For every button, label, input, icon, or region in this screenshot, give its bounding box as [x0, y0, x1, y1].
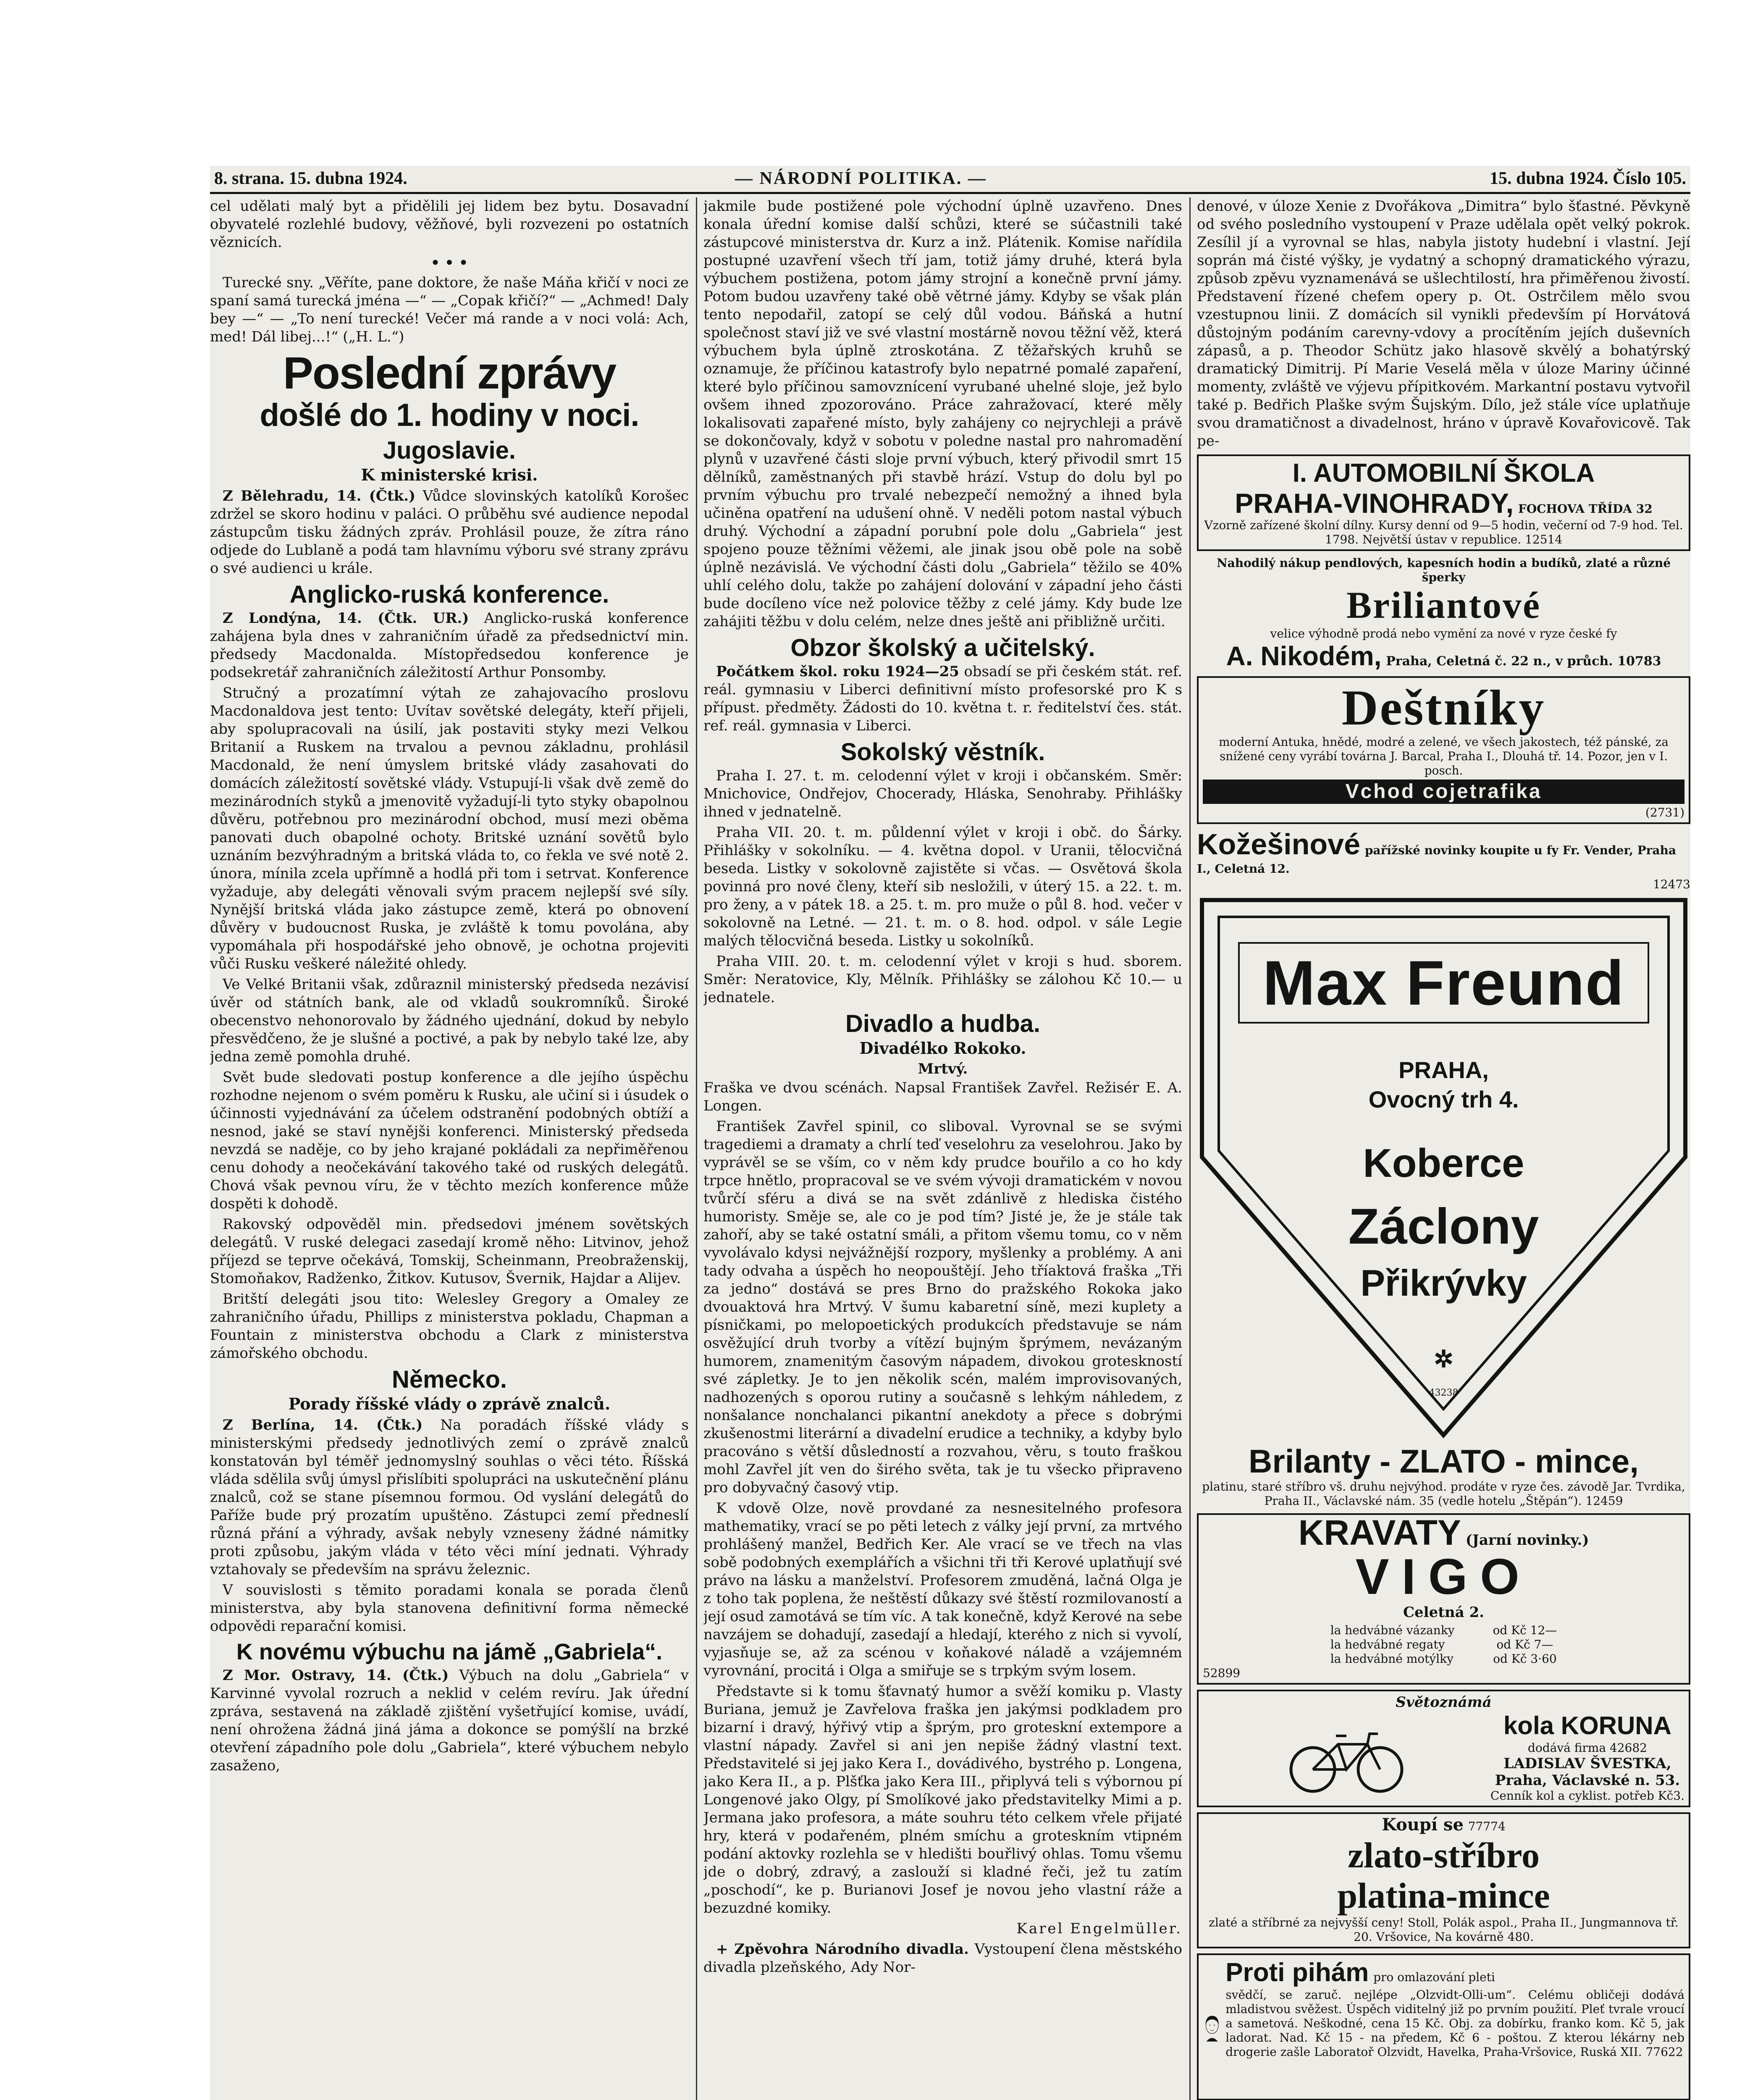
ad-title: PRAHA-VINOHRADY, — [1235, 488, 1514, 519]
article-title-gabriela: K novému výbuchu na jámě „Gabriela“. — [236, 1639, 663, 1664]
section-title-theatre: Divadlo a hudba. — [845, 1010, 1041, 1037]
latest-news-headline: Poslední zprávy — [283, 347, 616, 398]
price-value: od Kč 3·60 — [1493, 1652, 1557, 1666]
article-body — [210, 487, 689, 578]
ad-title: Brilanty - ZLATO - mince, — [1249, 1443, 1639, 1480]
ad-koupi-se — [1197, 1812, 1690, 1948]
star-icon: ✲ — [1434, 1345, 1454, 1373]
ad-number: 77774 — [1468, 1819, 1506, 1833]
review-signature: Karel Engelmüller. — [1016, 1920, 1182, 1937]
article-body — [703, 663, 1182, 735]
ad-title-row — [1203, 1513, 1685, 1552]
column-divider — [696, 197, 697, 2100]
ad-umbrellas — [1197, 676, 1690, 824]
header-left: 8. strana. 15. dubna 1924. — [214, 169, 407, 188]
ad-title-row — [1203, 488, 1685, 518]
ad-text: velice výhodně prodá nebo vymění za nové v ryze české fy — [1270, 627, 1617, 640]
intro-paragraph: cel udělati malý byt a přidělili jej lidem bez bytu. Dosavadní obyvatelé rozlehlé budovy, věžňové, byli rozvezeni po ostatních věznicích. — [210, 198, 689, 251]
ad-title: zlato-stříbro — [1348, 1835, 1540, 1875]
article-text: Výbuch na dolu „Gabriela“ v Karvinné vyvolal rozruch a neklid v celém revíru. Jak úřední zpráva, sestavená na základě zjištění vyšetřující komise, uvádí, není ohrožena žádná jiná jáma a dokonce se pomýšlí na brzké otevření západního pole dolu „Gabriela“, které výbuchem nebylo zasaženo, — [210, 1667, 689, 1774]
ad-address: Celetná 2. — [1403, 1604, 1485, 1621]
ad-briliant — [1197, 556, 1690, 671]
ad-text: moderní Antuka, hnědé, modré a zelené, ve všech jakostech, též pánské, za snížené ceny vyrábí továrna J. Barcal, Praha I., Dlouhá tř. 14. Pozor, jen v I. posch. — [1219, 735, 1669, 777]
dateline: Z Bělehradu, 14. (Čtk.) — [223, 488, 416, 504]
sokol-item: Praha I. 27. t. m. celodenní výlet v kroji i občanském. Směr: Mnichovice, Ondřejov, Chocerady, Hláska, Senohraby. Přihlášky ihned v jednatelně. — [703, 767, 1182, 820]
price-row — [1330, 1623, 1558, 1638]
price-value: od Kč 12— — [1493, 1623, 1557, 1637]
ad-brand: VIGO — [1355, 1549, 1532, 1605]
page-header — [210, 166, 1690, 191]
ad-automobile-school — [1197, 454, 1690, 551]
article-subtitle-yugoslavia: K ministerské krisi. — [361, 465, 538, 484]
header-right: 15. dubna 1924. Číslo 105. — [1490, 169, 1686, 188]
ad-text: Vzorně zařízené školní dílny. Kursy denní od 9—5 hodin, večerní od 7-9 hod. Tel. 1798. Největší ústav v republice. 12514 — [1204, 518, 1683, 546]
article-text: obsadí se při českém stát. ref. reál. gymnasiu v Liberci definitivní místo profesorské pro K s přípust. předměty. Žádosti do 10. května t. r. ředitelství čes. stát. ref. reál. gymnasia v Liberci. — [703, 663, 1182, 734]
play-title: Mrtvý. — [918, 1060, 968, 1077]
ad-title: Proti pihám — [1225, 1958, 1369, 1987]
article-paragraph: Stručný a prozatímní výtah ze zahajovacího proslovu Macdonaldova jest tento: Uvítav sovětské delegáty, kteří přijeli, aby spolupracovali na úsilí, jak postaviti styky mezi Velkou Britanií a Ruskem na trvalou a pevnou základnu, prohlásil Macdonald, že není úmyslem britské vlády zasahovati do domácích záležitostí sovětské vlády. Vstupují-li však dvě země do mezinárodních styků a jmenovitě vyžadují-li tyto styky obapolnou důvěru, potřebnou pro mezinárodní obchod, musí mezi oběma panovati duch obapolné ochoty. Britské uznání sovětů bylo uznáním bezvýhradným a britská vláda to, co řekla ve své notě 2. února, mínila zcela upřímně a hodlá při tom i setrvat. Konference vyžaduje, aby delegáti věnovali svým pracem nejlepší své síly. Nynější britská vláda jako zástupce země, která po obnovení důvěry v budoucnost Ruska, je zvláště k tomu povolána, aby vypomáhala při hospodářské jeho obnově, je ochotna projeviti vůči Rusku veškeré náležité ohledy. — [210, 685, 689, 972]
ad-brilanty-zlato — [1197, 1443, 1690, 1508]
ad-text: Světoznámá — [1396, 1694, 1492, 1711]
ad-number: 43238 — [1429, 1388, 1459, 1398]
lead-phrase: Počátkem škol. roku 1924—25 — [716, 663, 959, 680]
ad-number: 12473 — [1653, 877, 1690, 891]
price-item: la hedvábné motýlky — [1330, 1652, 1454, 1666]
ad-title: I. AUTOMOBILNÍ ŠKOLA — [1292, 459, 1595, 488]
article-subtitle-germany: Porady říšské vlády o zprávě znalců. — [288, 1394, 611, 1413]
header-rule — [210, 192, 1690, 194]
ad-text: Koupí se — [1382, 1815, 1464, 1835]
price-row — [1330, 1638, 1558, 1652]
ad-text: Nahodilý nákup pendlových, kapesních hodin a budíků, zlaté a různé šperky — [1216, 556, 1671, 584]
ad-kravaty — [1197, 1513, 1690, 1685]
ad-address: FOCHOVA TŘÍDA 32 — [1518, 502, 1653, 516]
ad-note: (Jarní novinky.) — [1465, 1532, 1589, 1549]
ad-number: (2731) — [1645, 806, 1685, 819]
woman-portrait-icon — [1203, 1958, 1221, 2096]
article-paragraph: Svět bude sledovati postup konference a dle jejího úspěchu rozhodne nejenom o svém poměru k Rusku, ale učiní si i úsudek o účinnosti vyjednávání za účelem odstranění podobných obtíží a nesnod, jaké se staví nynějši konferenci. Ministerský předseda nevzdá se naděje, co by jeho krajané pokládali za nepřiměřenou cenu dohody a neočekávání takového také od ruských delegátů. Chová však pevnou víru, že v těchto mezích konference může dospěti k dohodě. — [210, 1069, 689, 1212]
article-text: Vystoupení člena městského divadla plzeňského, Ady Nor- — [703, 1941, 1182, 1976]
ad-address: Praha, Celetná č. 22 n., v průch. 10783 — [1386, 654, 1661, 669]
ad-text: platinu, staré stříbro vš. druhu nejvýhod. prodáte v ryze čes. závodě Jar. Tvrdika, Praha II., Václavské nám. 35 (vedle hotelu „Štěpán“). 12459 — [1202, 1480, 1685, 1508]
ad-name: LADISLAV ŠVESTKA, — [1503, 1755, 1671, 1772]
ad-title: platina-mince — [1337, 1875, 1550, 1916]
article-title-anglo-russian: Anglicko-ruská konference. — [289, 581, 609, 608]
article-continuation: jakmile bude postižené pole východní úplně uzavřeno. Dnes konala úřední komise další schůzi, které se súčastnili také zástupcové ministerstva dr. Kurz a inž. Plátenik. Komise nařídila postupné uzavření všech tří jam, totiž jámy druhé, která byla výbuchem postižena, potom jámy strojní a konečně první jámy. Potom budou uzavřeny také obě větrné jámy. Kdyby se však plán tento nepodařil, zatopí se celý důl vodou. Báňská a hutní společnost staví již ve své vlastní mostárně novou těžní věž, která výbuchem byla úplně ztroskotána. Z těžařských kruhů se oznamuje, že příčinou katastrofy bylo nepatrné pomalé zapaření, které bylo příčinou samovznícení vyrubané uhelné sloje, jež bylo ovšem ihned zpozorováno. Práce zahražovací, které měly lokalisovati zapařené místo, byly zahájeny co nejrychleji a právě se dokončovaly, když v sobotu v poledne nastal pro nahromadění plynů v uzavřené části sloje první výbuch, který přivodil smrt 15 dělníků, zaměstnaných při stavbě hrází. Vstup do dolu byl po prvním výbuchu pro trvalé nebezpečí nemožný a ihned byla učiněna opatření na udušení ohně. V neděli potom nastal výbuch druhý. Východní a západní porubní pole dolu „Gabriela“ jest spojeno pouze těžními věžemi, ale jinak jsou obě pole na sobě úplně nezávislá. Ve východní části dolu „Gabriela“ těžilo se 40% uhlí celého dolu, takže po zahájení dolování v západní jeho části bude docíleno více než polovice těžby z celé jámy. Kdy bude lze zahájiti těžbu v dolu celém, nelze dnes ještě ani přibližně určiti. — [703, 198, 1182, 630]
ad-max-freund — [1197, 897, 1690, 1438]
review-paragraph: Představte si k tomu šťavnatý humor a svěží komiku p. Vlasty Buriana, jemuž je Zavřelova fraška jen jakýmsi podkladem pro bizarní i dravý, hýřivý vtip a šprým, pro groteskní extempore a vlastní nápady. Zavřel si ani jen nepiše žádný vlastní text. Představitelé si jej jako Kera I., dovádivého, bystrého p. Longena, jako Kera II., a p. Plšťka jako Kera III., připlyvá teli s výbornou pí Longenové jako Olgy, pí Smolíkové jako představitelky Mimi a p. Jermana jako profesora, a máte souhru této celkem vřele přijaté hry, která v podařeném, plném smíchu a groteskním vtipném podání aktovky rozlehla se v hledišti bouřlivý ohlas. Tomu všemu jde o dobrý, zdravý, a zaslouží si kladné řeči, jež tu zatím „poschodí“, ke p. Burianovi Josef je novou jeho vlastní ráže a bezuzdné komiky. — [703, 1683, 1182, 1916]
article-paragraph: Britští delegáti jsou tito: Welesley Gregory a Omaley ze zahraničního úřadu, Phillips z ministerstva pokladu, Chapman a Fountain z ministerstva obchodu a Clark z ministerstva zámořského obchodu. — [210, 1291, 689, 1362]
price-value: od Kč 7— — [1496, 1638, 1553, 1651]
price-item: la hedvábné vázanky — [1330, 1623, 1455, 1637]
ad-title: Briliantové — [1346, 585, 1541, 626]
bicycle-icon — [1283, 1719, 1409, 1795]
opera-review-continuation: denové, v úloze Xenie z Dvořákova „Dimitra“ bylo šťastné. Pěvkyně od svého posledního vystoupení v Praze udělala opět velký pokrok. Zesílil jí a vyrovnal se hlas, nabyla jistoty hudební i vlastní. Její soprán má čisté výšky, je vydatný a schopný dramatického výrazu, způsob zpěvu vyznamenává se ušlechtilostí, hra přiměřenou živostí. Představení řízené chefem opery p. Ot. Ostrčilem mělo svou vzestupnou linii. Z domácích sil vynikli především pí Horvátová důstojným podáním carevny-vdovy a procítěním jejích duševních zápasů, a p. Theodor Schütz jako hlasově skvělý a bohatýrský dramatický Dimitrij. Pí Marie Veselá měla v úloze Mariny účinné momenty, zvláště ve výjevu přípitkovém. Markantní postavu vytvořil také p. Bedřich Plaške svým Šujským. Dílo, jež stále více uplatňuje svou dramatičnost a divadelnost, hráno v úpravě Kovařovicově. Tak pe- — [1197, 198, 1690, 449]
ad-title: Deštníky — [1341, 680, 1546, 735]
price-list — [1330, 1623, 1558, 1666]
sokol-item: Praha VIII. 20. t. m. celodenní výlet v kroji s hud. sborem. Směr: Neratovice, Kly, Mělník. Přihlášky se zálohou Kč 10.— u jednatele. — [703, 953, 1182, 1006]
column-1 — [210, 197, 689, 2100]
latest-news-subheadline: došlé do 1. hodiny v noci. — [260, 397, 639, 433]
ad-text: dodává firma 42682 — [1527, 1741, 1647, 1755]
price-row — [1330, 1652, 1558, 1666]
ad-product: Záclony — [1348, 1198, 1539, 1255]
article-title-yugoslavia: Jugoslavie. — [383, 437, 516, 464]
article-title-germany: Německo. — [391, 1366, 507, 1393]
opera-paragraph — [703, 1940, 1182, 1977]
review-paragraph: František Zavřel spinil, co sliboval. Vyrovnal se se svými tragediemi a dramaty a chrlí teď veselohru za veselohrou. Jako by vyprávěl se se vším, co v něm kdy prudce bouřilo a co ho kdy trpce hnětlo, propracoval se ve svém vývoji dramatickém v novou tvůrčí sféru a divá se na svět zdánlivě z hlediska čistého humoristy. Směje se, ale co je pod tím? Jisté je, že je stále tak zahoří, aby se také ostatní smáli, a přitom všemu tomu, co v něm vyvolávalo kdysi nejvážnější rozpory, myšlenky a problémy. A ani tady odvaha a úspěch ho neopouštějí. Jeho tříaktová fraška „Tři za jedno“ dostává se pres Brno do pražského Rokoka jako dvouaktová hra Mrtvý. V šumu kabaretní síně, mezi kuplety a písničkami, po melopoetických produkcích představuje se nám osvěžující druh tvorby a vítězí bujným šprýmem, nevázaným humorem, znamenitým časovým nápadem, divokou groteskností své zápletky. Je to jen několik scén, malém improvisovaných, nadhozených s oporou rutiny a současně s lehkým náhledem, z nonšalance nonchalanci pikantní anekdoty a přece s dobrými zkušenostmi literární a divadelní erudice a techniky, a kdyby bylo pracováno s větší důsledností a rozvahou, věru, s touto fraškou mohl Zavřel jít ven do širého světa, tak je tu všecko připraveno pro dobyvačný časový vtip. — [703, 1118, 1182, 1496]
article-text: Anglicko-ruská konference zahájena byla dnes v zahraničním úřadě za předsednictví min. předsedy Macdonalda. Místopředsedou konference je podsekretář zahraničních záležitostí Arthur Ponsomby. — [210, 610, 689, 681]
ad-text: zlaté a stříbrné za nejvyšší ceny! Stoll, Polák aspol., Praha II., Jungmannova tř. 20. Vršovice, Na kovárně 480. — [1209, 1916, 1679, 1944]
column-3 — [1197, 197, 1690, 2100]
ad-product: Přikrývky — [1360, 1262, 1527, 1304]
article-text: Vůdce slovinských katolíků Korošec zdržel se skoro hodinu v paláci. O průběhu své audience nepodal zástupcům tisku žádných zpráv. Prohlásil pouze, že zítra ráno odjede do Lublaně a podá tam hlavnímu výboru své strany zprávu o své audienci u krále. — [210, 488, 689, 577]
lead-phrase: + Zpěvohra Národního divadla. — [716, 1941, 969, 1958]
ad-banner: Vchod cojetrafika — [1203, 780, 1685, 804]
section-title-sokol: Sokolský věstník. — [840, 738, 1045, 766]
article-body — [210, 1416, 689, 1579]
ad-title: Max Freund — [1262, 948, 1625, 1018]
ad-proti-piham — [1197, 1953, 1690, 2100]
review-paragraph: K vdově Olze, nově provdané za nesnesitelného profesora mathematiky, vrací se po pěti letech z války její první, za mrtvého prohlášený manžel, Bedřich Ker. Ale vrací se ve třech na vlas sobě podobných exemplářích a všichni tři tři Kerové uplatňují své právo na lásku a manželství. Profesorem zmuděná, lačná Olga je z toho tak poplena, že neštěstí důkazy své štěstí rozmilovaností a její osud zamotává se tím víc. A tak konečně, když Kerové na sebe navzájem se dohadují, zasedají a hledají, kterého z nich si vyvolí, vyjasňuje se, až za scénou v koňakové náladě a vzájemném vyrovnání, procitá i Olga a smiřuje se s trpkým svým losem. — [703, 1500, 1182, 1679]
newspaper-page — [210, 166, 1690, 2100]
theatre-venue: Divadélko Rokoko. — [859, 1039, 1026, 1058]
ad-title: KRAVATY — [1298, 1513, 1461, 1552]
play-credits: Fraška ve dvou scénách. Napsal František Zavřel. Režisér E. A. Longen. — [703, 1079, 1182, 1114]
ad-city: PRAHA, — [1399, 1057, 1489, 1083]
sokol-item: Praha VII. 20. t. m. půldenní výlet v kroji i obč. do Šárky. Přihlášky v sokolníku. — 4. května dopol. v Uranii, tělocvičná beseda. Listky v sokolovně zajistěte si včas. — Osvětová škola povinná pro nové členy, kteří sib nesložili, v úterý 15. a 22. t. m. pro ženy, a v pátek 18. a 25. t. m. pro muže o půl 8. hod. večer v sokolovně na Letné. — 21. t. m. o 8. hod. odpol. v sále Legie malých tělocvičná beseda. Listky u sokolníků. — [703, 824, 1182, 949]
article-paragraph: Ve Velké Britanii však, zdůraznil ministerský předseda nezávisí úvěr od státních bank, ale od vkladů soukromníků. Široké obecenstvo nehonorovalo by žádného ujednání, dokud by nebylo přesvědčeno, že je slušné a poctivé, a pak by nebylo také lze, aby jedna země pomohla druhé. — [210, 976, 689, 1065]
ad-furs — [1197, 829, 1690, 892]
ad-text-block — [1490, 1711, 1685, 1803]
article-paragraph: V souvislosti s těmito poradami konala se porada členů ministerstva, aby byla stanovena definitivní forma německé odpovědi reparační komisi. — [210, 1582, 689, 1635]
separator-dots: • • • — [430, 255, 468, 271]
article-body — [210, 609, 689, 682]
dateline: Z Berlína, 14. (Čtk.) — [223, 1417, 423, 1433]
ad-kola-koruna — [1197, 1690, 1690, 1807]
article-body — [210, 1667, 689, 1775]
ad-body — [1203, 1711, 1685, 1803]
ad-name: A. Nikodém, — [1226, 641, 1382, 671]
dateline: Z Mor. Ostravy, 14. (Čtk.) — [223, 1667, 449, 1684]
ad-text-block — [1225, 1958, 1685, 2096]
ad-title: Kožešinové — [1197, 828, 1360, 861]
ad-text: pařížské novinky koupite u fy Fr. Vender, Praha I., Celetná 12. — [1197, 843, 1677, 876]
ad-top-row — [1203, 1816, 1685, 1835]
column-2 — [703, 197, 1182, 2100]
ad-text: svědčí, se zaruč. nejlépe „Olzvidt-Olli-um“. Celému obličeji dodává mladistvou svěžest. Úspěch viditelný již po prvním použití. Pleť tvrale vroucí a sametová. Neškodné, cena 15 Kč. Obj. za dobírku, franko kom. Kč 5, jak ladorat. Nad. Kč 15 - na předem, Kč 6 - poštou. Z kterou lékárny neb drogerie zašle Laboratoř Olzvidt, Havelka, Praha-Vršovice, Ruská XII. 77622 — [1225, 1988, 1685, 2059]
article-paragraph: Rakovský odpověděl min. předsedovi jménem sovětských delegátů. V ruské delegaci zasedají kromě něho: Litvinov, jehož příjezd se teprve očekává, Tomskij, Scheinmann, Preobraženskij, Stomoňakov, Radženko, Žitkov. Kutusov, Švernik, Hajdar a Alijev. — [210, 1216, 689, 1287]
ad-note: pro omlazování pleti — [1373, 1970, 1495, 1984]
ad-number: 52899 — [1203, 1666, 1241, 1680]
section-title-school: Obzor školský a učitelský. — [790, 634, 1095, 662]
dateline: Z Londýna, 14. (Čtk. UR.) — [223, 610, 469, 627]
ad-address: Praha, Václavské n. 53. — [1495, 1772, 1680, 1789]
snippet-paragraph: Turecké sny. „Věříte, pane doktore, že naše Máňa křičí v noci ze spaní samá turecká jména —“ — „Copak křičí?“ — „Achmed! Daly bey —“ — „To není turecké! Večer má rande a v noci volá: Ach, med! Dál libej...!“ („H. L.“) — [210, 274, 689, 345]
article-text: Na poradách říšské vlády s ministerskými předsedy jednotlivých zemí o zprávě znalců konstatován byl téměř jednomyslný souhlas o věci této. Říšská vláda sdělila svůj úmysl přislíbiti spolupráci na uskutečnění plánu znalců, což se stane písemnou formou. Od vyslání delegátů do Paříže bude prý prozatím upuštěno. Zástupci zemí předneslí různá přání a výhrady, avšak nebyly vzneseny žádné námitky proti způsobu, jakým vláda v této věci míní jednati. Výhrady vztahovaly se především na správu železnic. — [210, 1417, 689, 1578]
ad-product: Koberce — [1363, 1141, 1524, 1186]
ad-address: Ovocný trh 4. — [1368, 1086, 1519, 1113]
ad-name-row — [1197, 641, 1690, 671]
ad-text: Cenník kol a cyklist. potřeb Kč3. — [1490, 1789, 1685, 1803]
price-item: la hedvábné regaty — [1330, 1638, 1445, 1651]
ad-title: kola KORUNA — [1503, 1712, 1671, 1740]
header-masthead: — NÁRODNÍ POLITIKA. — — [735, 169, 987, 188]
ad-title-row — [1225, 1958, 1685, 1988]
column-divider — [1189, 197, 1191, 2100]
